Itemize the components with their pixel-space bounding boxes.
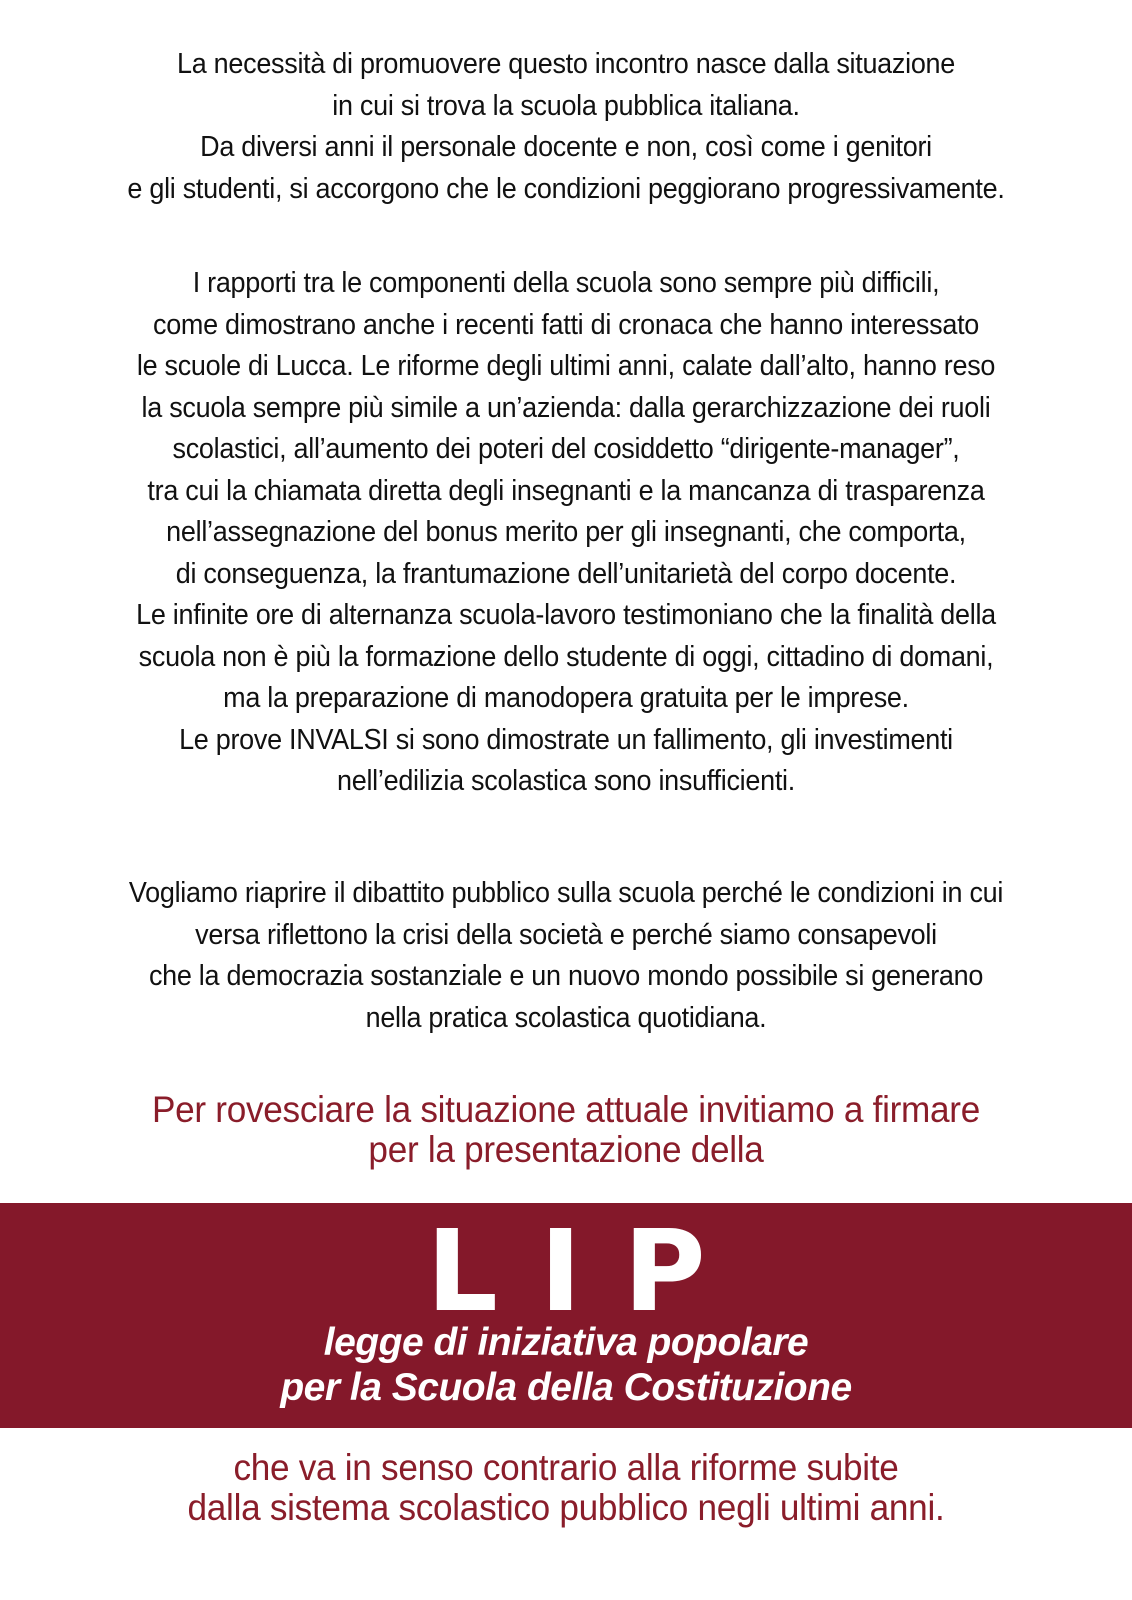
subtitle-line: per la Scuola della Costituzione <box>280 1366 852 1409</box>
lip-subtitle <box>0 1320 1132 1410</box>
paragraph-intro <box>58 44 1074 210</box>
lip-acronym: LIP <box>426 1207 748 1337</box>
paragraph-debate <box>58 873 1074 1039</box>
paragraph-line: come dimostrano anche i recenti fatti di cronaca che hanno interessato <box>152 308 980 341</box>
call-to-sign <box>28 1090 1103 1170</box>
callout-line: che va in senso contrario alla riforme subite <box>233 1447 899 1488</box>
paragraph-line: scuola non è più la formazione dello studente di oggi, cittadino di domani, <box>138 640 994 673</box>
callout-line: Per rovesciare la situazione attuale invitiamo a firmare <box>151 1089 981 1130</box>
paragraph-line: la scuola sempre più simile a un’azienda: dalla gerarchizzazione dei ruoli <box>141 391 991 424</box>
paragraph-line: scolastici, all’aumento dei poteri del cosiddetto “dirigente-manager”, <box>172 433 960 465</box>
paragraph-line: le scuole di Lucca. Le riforme degli ultimi anni, calate dall’alto, hanno reso <box>136 350 996 382</box>
paragraph-line: nell’edilizia scolastica sono insufficienti. <box>337 765 795 797</box>
paragraph-line: e gli studenti, si accorgono che le condizioni peggiorano progressivamente. <box>127 172 1005 205</box>
paragraph-line: I rapporti tra le componenti della scuola sono sempre più difficili, <box>192 267 940 299</box>
paragraph-line: ma la preparazione di manodopera gratuita per le imprese. <box>223 682 909 714</box>
paragraph-line: versa riflettono la crisi della società e perché siamo consapevoli <box>195 918 937 951</box>
callout-line: dalla sistema scolastico pubblico negli ultimi anni. <box>187 1487 945 1528</box>
paragraph-line: Le prove INVALSI si sono dimostrate un fallimento, gli investimenti <box>179 723 953 756</box>
closing-statement <box>28 1448 1103 1528</box>
paragraph-line: La necessità di promuovere questo incontro nasce dalla situazione <box>177 48 955 80</box>
paragraph-reforms <box>58 263 1074 803</box>
paragraph-line: nella pratica scolastica quotidiana. <box>365 1001 767 1034</box>
paragraph-line: che la democrazia sostanziale e un nuovo mondo possibile si generano <box>148 960 984 992</box>
paragraph-line: in cui si trova la scuola pubblica italiana. <box>332 89 800 122</box>
lip-banner <box>0 1203 1132 1428</box>
paragraph-line: Le infinite ore di alternanza scuola-lavoro testimoniano che la finalità della <box>136 599 996 631</box>
paragraph-line: tra cui la chiamata diretta degli insegnanti e la mancanza di trasparenza <box>147 474 985 507</box>
paragraph-line: Vogliamo riaprire il dibattito pubblico sulla scuola perché le condizioni in cui <box>128 877 1004 909</box>
callout-line: per la presentazione della <box>368 1129 764 1170</box>
paragraph-line: nell’assegnazione del bonus merito per gli insegnanti, che comporta, <box>166 516 966 548</box>
paragraph-line: Da diversi anni il personale docente e non, così come i genitori <box>200 131 932 163</box>
paragraph-line: di conseguenza, la frantumazione dell’unitarietà del corpo docente. <box>175 557 957 590</box>
subtitle-line: legge di iniziativa popolare <box>323 1321 809 1364</box>
